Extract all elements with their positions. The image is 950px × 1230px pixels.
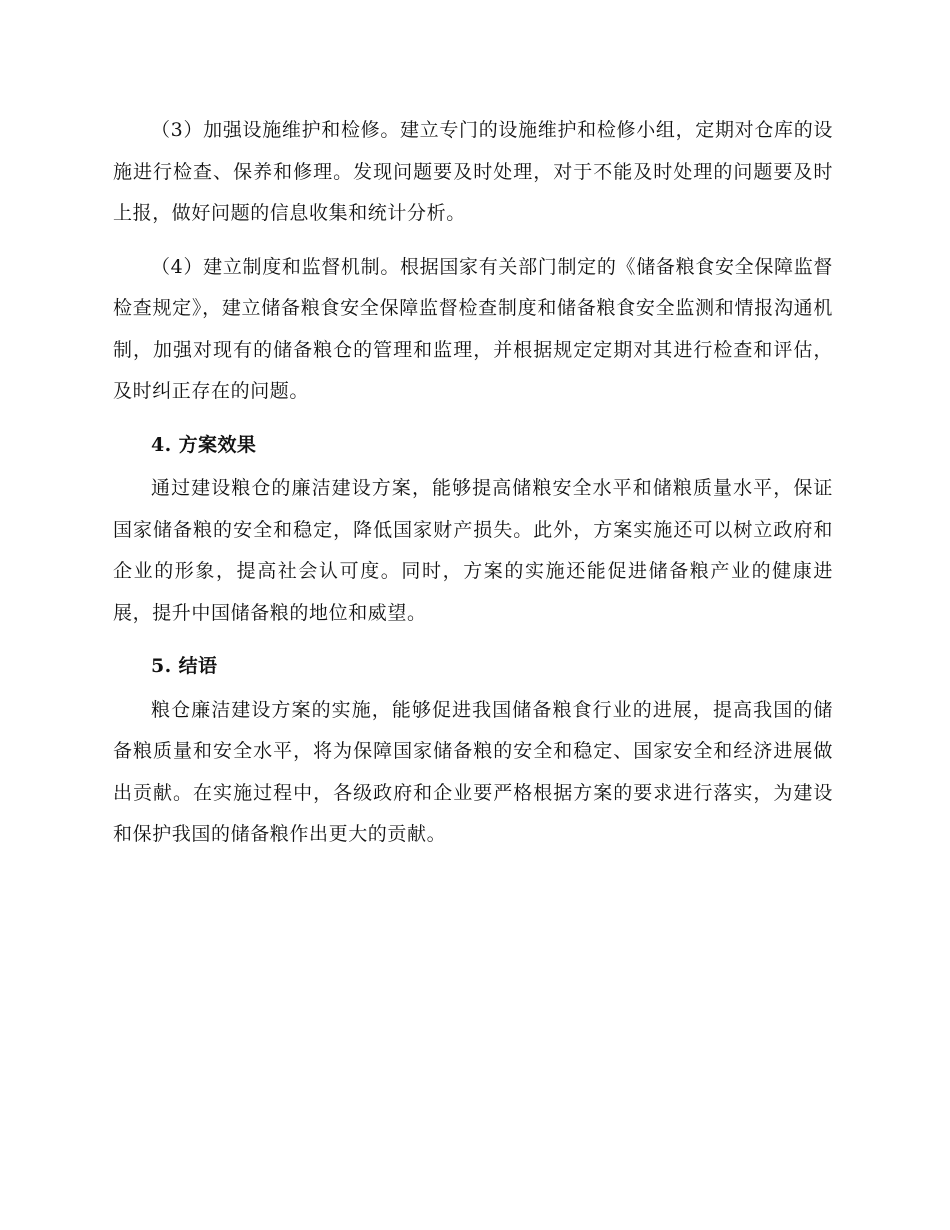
paragraph-facility-maintenance: （3）加强设施维护和检修。建立专门的设施维护和检修小组，定期对仓库的设施进行检查、保养和修理。发现问题要及时处理，对于不能及时处理的问题要及时上报，做好问题的信息收集和统计分析。 xyxy=(113,119,833,224)
document-body xyxy=(113,110,833,856)
section-heading-conclusion: 5. 结语 xyxy=(151,655,218,677)
section-heading-effects: 4. 方案效果 xyxy=(151,433,257,456)
paragraph-effects: 通过建设粮仓的廉洁建设方案，能够提高储粮安全水平和储粮质量水平，保证国家储备粮的安全和稳定，降低国家财产损失。此外，方案实施还可以树立政府和企业的形象，提高社会认可度。同时，方案的实施还能促进储备粮产业的健康进展，提升中国储备粮的地位和威望。 xyxy=(113,477,833,624)
paragraph-supervision-mechanism: （4）建立制度和监督机制。根据国家有关部门制定的《储备粮食安全保障监督检查规定》，建立储备粮食安全保障监督检查制度和储备粮食安全监测和情报沟通机制，加强对现有的储备粮仓的管理和监理，并根据规定定期对其进行检查和评估，及时纠正存在的问题。 xyxy=(113,255,833,402)
paragraph-conclusion: 粮仓廉洁建设方案的实施，能够促进我国储备粮食行业的进展，提高我国的储备粮质量和安全水平，将为保障国家储备粮的安全和稳定、国家安全和经济进展做出贡献。在实施过程中，各级政府和企业要严格根据方案的要求进行落实，为建设和保护我国的储备粮作出更大的贡献。 xyxy=(113,698,833,845)
